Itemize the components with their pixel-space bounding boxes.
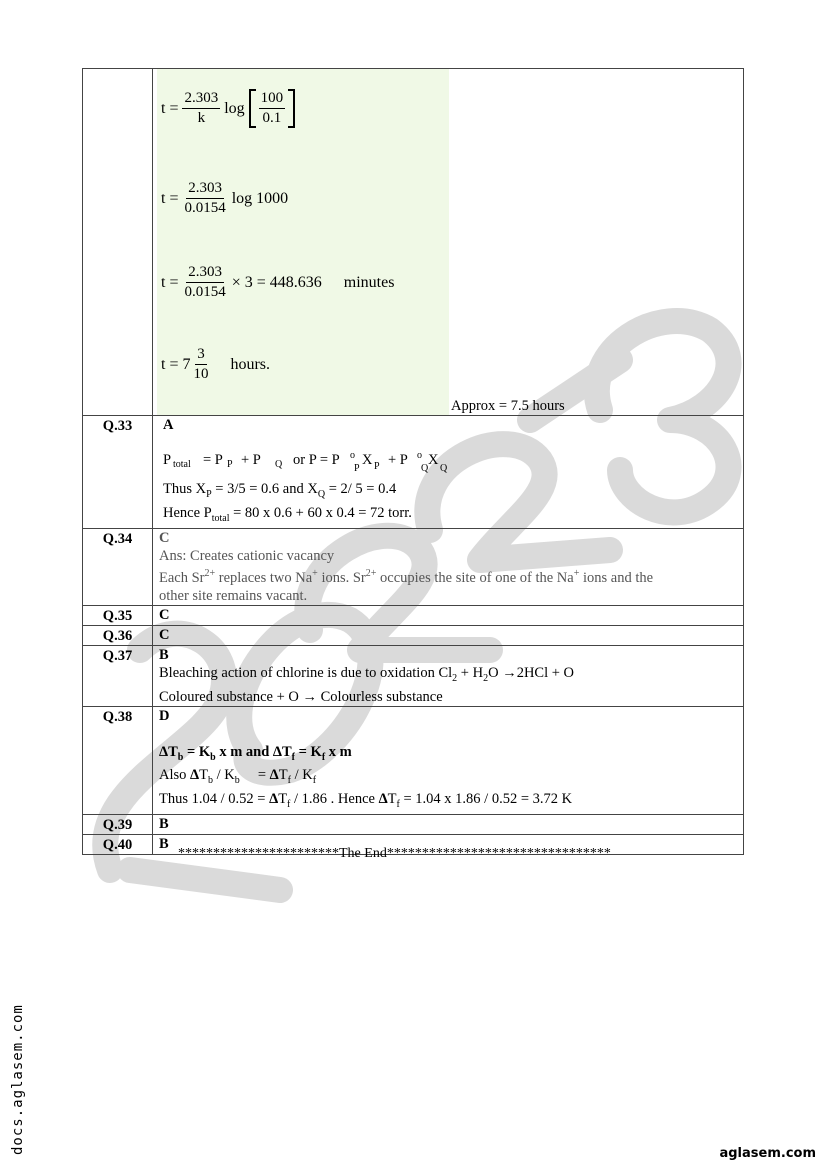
the-end-footer: ***********************The End******************************** xyxy=(178,846,611,861)
text: replaces two Na xyxy=(215,569,313,586)
denominator: k xyxy=(197,110,206,126)
table-row xyxy=(83,706,744,815)
text: occupies the site of one of the Na xyxy=(376,569,574,586)
svg-text:X: X xyxy=(362,452,373,468)
denominator: 10 xyxy=(193,366,209,382)
eq-lhs: t = xyxy=(161,189,179,207)
subscript: Q xyxy=(317,488,326,500)
text: / 1.86 . Hence xyxy=(290,791,379,808)
ptotal-equation xyxy=(163,444,493,478)
subscript: 2 xyxy=(452,672,458,684)
eq-unit: hours. xyxy=(230,355,271,373)
answer-letter: C xyxy=(153,605,744,625)
answer-cell xyxy=(153,645,744,706)
svg-text:o: o xyxy=(350,450,355,461)
text: 2HCl + O xyxy=(516,664,575,681)
answer-letter: B xyxy=(153,835,744,855)
text: O xyxy=(488,664,503,681)
eq-lhs: t = xyxy=(161,273,179,291)
svg-text:Q: Q xyxy=(421,463,429,474)
answer-cell xyxy=(153,528,744,605)
svg-text:o: o xyxy=(417,450,422,461)
fraction xyxy=(182,263,227,302)
numerator: 3 xyxy=(195,345,207,365)
brand-logo-text: aglasem.com xyxy=(719,1146,816,1161)
text: Each Sr xyxy=(159,569,205,586)
answer-letter: D xyxy=(159,707,170,724)
eq-rest: × 3 = 448.636 xyxy=(231,273,322,291)
eq-lhs: t = 7 xyxy=(161,355,191,373)
denominator: 0.0154 xyxy=(184,200,226,216)
superscript: 2+ xyxy=(365,567,377,579)
arrow-icon: → xyxy=(302,688,317,705)
text: Thus X xyxy=(163,481,207,497)
numerator: 2.303 xyxy=(186,263,224,283)
superscript: 2+ xyxy=(204,567,216,579)
q33-line-3 xyxy=(163,504,743,528)
answer-letter: C xyxy=(153,625,744,645)
text: + H xyxy=(457,664,484,681)
numerator: 2.303 xyxy=(182,89,220,109)
superscript: + xyxy=(573,567,580,579)
text: Colourless substance xyxy=(317,688,443,705)
explanation-line xyxy=(159,664,743,688)
svg-text:or P = P: or P = P xyxy=(293,452,340,468)
eq-lhs: t = xyxy=(161,99,179,117)
table-row xyxy=(83,416,744,529)
answer-cell xyxy=(153,706,744,815)
log-text: log xyxy=(224,99,245,117)
table-row xyxy=(83,528,744,605)
text: ions and the xyxy=(579,569,654,586)
question-cell xyxy=(83,69,153,416)
answer-letter: B xyxy=(159,646,169,663)
bracket xyxy=(249,89,296,128)
answer-table xyxy=(82,68,744,855)
question-number: Q.40 xyxy=(83,835,153,855)
fraction xyxy=(259,89,286,128)
fraction xyxy=(182,89,220,128)
question-number: Q.34 xyxy=(83,528,153,605)
question-number: Q.35 xyxy=(83,605,153,625)
question-number: Q.39 xyxy=(83,815,153,835)
answer-cell xyxy=(153,416,744,529)
explanation-line: Ans: Creates cationic vacancy xyxy=(159,547,335,564)
svg-text:P: P xyxy=(163,452,172,468)
explanation-line: other site remains vacant. xyxy=(159,587,308,604)
answer-cell xyxy=(153,69,744,416)
text: Hence P xyxy=(163,504,212,521)
formula-line: $\Delta T_b = K_b$ x m and $\Delta T_f = K_f$ x m xyxy=(159,743,352,763)
equation-1 xyxy=(161,89,295,128)
subscript: P xyxy=(206,488,212,500)
text: Thus 1.04 / 0.52 = xyxy=(159,791,270,808)
table-row xyxy=(83,815,744,835)
question-number: Q.33 xyxy=(83,416,153,529)
table-row xyxy=(83,645,744,706)
denominator: 0.0154 xyxy=(184,284,226,300)
svg-text:P: P xyxy=(227,459,233,470)
q33-line-1 xyxy=(163,434,743,480)
subscript: total xyxy=(211,512,230,524)
svg-text:X: X xyxy=(428,452,439,468)
svg-text:total: total xyxy=(173,459,191,470)
approx-text: Approx = 7.5 hours xyxy=(451,398,565,414)
svg-text:Q: Q xyxy=(440,463,448,474)
formula-line: Also $\Delta T_b / K_b$ = $\Delta T_f / K_f$ xyxy=(159,767,317,787)
svg-text:P: P xyxy=(354,463,360,474)
text: Coloured substance + O xyxy=(159,688,303,705)
svg-text:P: P xyxy=(374,461,380,472)
answer-letter: A xyxy=(163,417,174,433)
explanation-line xyxy=(159,688,743,706)
table-row xyxy=(83,69,744,416)
question-number: Q.36 xyxy=(83,625,153,645)
arrow-icon: → xyxy=(502,664,517,681)
svg-text:= P: = P xyxy=(203,452,223,468)
formula-line: Thus $1.04 / 0.52 = \Delta T_f / 1.86$ . Hence $\Delta T_f = 1.04$ x 1.86 / 0.52 = 3.72 K xyxy=(159,791,573,811)
eq-rest: log 1000 xyxy=(231,189,289,207)
numerator: 2.303 xyxy=(186,179,224,199)
text: = 2/ 5 = 0.4 xyxy=(325,481,397,497)
eq-unit: minutes xyxy=(343,273,395,291)
question-number: Q.37 xyxy=(83,645,153,706)
numerator: 100 xyxy=(259,89,286,109)
side-url: docs.aglasem.com xyxy=(10,1004,26,1155)
superscript: + xyxy=(312,567,318,579)
answer-letter: B xyxy=(153,815,744,835)
svg-text:Q: Q xyxy=(275,459,283,470)
equation-3 xyxy=(161,263,394,302)
subscript: 2 xyxy=(483,672,489,684)
svg-text:+ P: + P xyxy=(241,452,261,468)
answer-letter: C xyxy=(159,529,170,546)
equation-4 xyxy=(161,345,270,384)
question-number: Q.38 xyxy=(83,706,153,815)
fraction xyxy=(191,345,210,384)
fraction xyxy=(182,179,227,218)
table-row xyxy=(83,625,744,645)
text: ions. Sr xyxy=(317,569,366,586)
text: = 3/5 = 0.6 and X xyxy=(211,481,318,497)
table-row xyxy=(83,605,744,625)
explanation-line xyxy=(159,565,743,587)
solution-block-q32 xyxy=(157,69,743,415)
denominator: 0.1 xyxy=(262,110,282,126)
q33-line-2 xyxy=(163,480,743,504)
text: = 80 x 0.6 + 60 x 0.4 = 72 torr. xyxy=(229,504,412,521)
equation-2 xyxy=(161,179,288,218)
svg-text:+ P: + P xyxy=(388,452,408,468)
text: Bleaching action of chlorine is due to oxidation Cl xyxy=(159,664,453,681)
